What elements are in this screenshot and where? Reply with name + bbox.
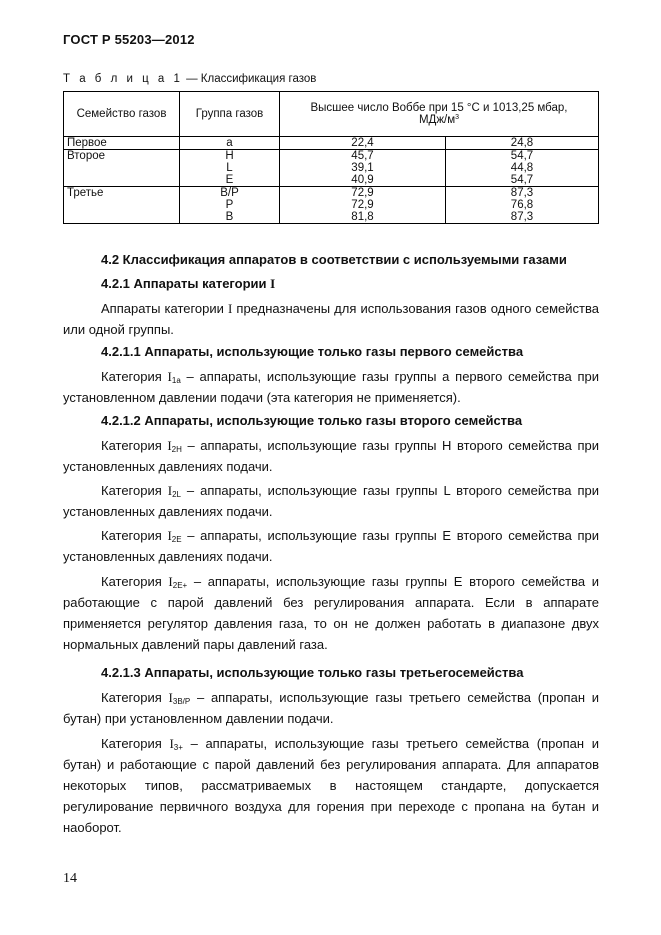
paragraph-category-i (63, 298, 599, 340)
wobbe-min-value: 72,9 (351, 199, 374, 211)
paragraph-category-i2e (63, 525, 599, 567)
group-value: L (226, 162, 233, 174)
category-subscript: 1a (171, 376, 181, 385)
table-caption (63, 73, 316, 85)
heading-4-2-1-3: 4.2.1.3 Аппараты, использующие только газы третьегосемейства (101, 665, 524, 680)
category-symbol: I (167, 369, 172, 384)
category-symbol: I (168, 574, 173, 589)
category-subscript: 2E (171, 535, 182, 544)
document-header: ГОСТ Р 55203—2012 (63, 32, 195, 47)
header-wobbe-line2: МДж/м (418, 114, 456, 126)
cell-family: Второе (64, 150, 180, 187)
wobbe-max-value: 76,8 (510, 199, 534, 211)
wobbe-max-value: 54,7 (510, 150, 534, 162)
cell-group (180, 150, 280, 187)
wobbe-max-value: 87,3 (510, 211, 534, 223)
para-text: Категория (101, 438, 168, 453)
gas-classification-table (63, 91, 599, 224)
category-subscript: 2H (171, 445, 182, 454)
table-row (64, 150, 599, 187)
wobbe-min-value: 72,9 (351, 187, 374, 199)
wobbe-min-value: 40,9 (351, 174, 374, 186)
cell-max (446, 187, 599, 224)
cell-min (280, 150, 446, 187)
category-subscript: 3B/P (172, 697, 191, 706)
para-text: – аппараты, использующие газы третьего семейства (пропан и бутан) и работающие с парой давлений без регулирования аппарата. Для аппаратов некоторых типов, рассматриваемых в настоящем стандарте, допускается регулирование первичного воздуха для горения при переходе с пропана на бутан и наоборот. (63, 736, 599, 835)
paragraph-category-i2h (63, 435, 599, 477)
para-text: Категория (101, 736, 170, 751)
cell-group (180, 137, 280, 150)
para-text: предназначены для использования газов одного семейства или одной группы. (63, 301, 599, 337)
para-text: – аппараты, использующие газы группы Е второго семейства и работающие с парой давлений без регулирования аппарата. Если в аппарате применяется регулятор давления газа, то он не должен работать в диапазоне двух нормальных давлений пары давлений газа. (63, 574, 599, 652)
wobbe-max-value: 24,8 (510, 137, 534, 149)
category-symbol: I (167, 438, 172, 453)
category-symbol: I (167, 483, 173, 498)
group-value: a (226, 137, 233, 149)
wobbe-max-value: 87,3 (510, 187, 534, 199)
category-symbol: I (167, 528, 172, 543)
wobbe-max-value: 54,7 (510, 174, 534, 186)
category-subscript: 2L (172, 490, 181, 499)
group-value: P (225, 199, 234, 211)
para-text: Аппараты категории (101, 301, 228, 316)
wobbe-min-value: 45,7 (351, 150, 374, 162)
table-caption-prefix: Т а б л и ц а 1 (63, 73, 183, 85)
group-value: E (225, 174, 234, 186)
para-text: – аппараты, использующие газы третьего семейства (пропан и бутан) при установленном давлении подачи. (63, 690, 600, 726)
cell-family: Первое (64, 137, 180, 150)
para-text: Категория (101, 483, 168, 498)
paragraph-category-i1a (63, 366, 599, 408)
wobbe-min-value: 22,4 (351, 137, 374, 149)
roman-numeral: I (228, 301, 233, 316)
cell-group (180, 187, 280, 224)
cell-min (280, 137, 446, 150)
category-symbol: I (168, 690, 173, 705)
cell-max (446, 137, 599, 150)
category-subscript: 2E+ (172, 581, 188, 590)
para-text: – аппараты, использующие газы группы Е второго семейства при установленных давлениях подачи. (63, 528, 600, 564)
para-text: Категория (101, 528, 168, 543)
para-text: – аппараты, использующие газы группы Н второго семейства при установленных давлениях подачи. (63, 438, 599, 474)
para-text: – аппараты, использующие газы группы L второго семейства при установленных давлениях подачи. (63, 483, 600, 519)
cell-min (280, 187, 446, 224)
cell-family: Третье (64, 187, 180, 224)
header-wobbe-exp: 3 (455, 114, 460, 121)
header-wobbe (280, 92, 599, 137)
heading-4-2-1-1: 4.2.1.1 Аппараты, использующие только газы первого семейства (101, 344, 524, 359)
wobbe-max-value: 44,8 (510, 162, 534, 174)
wobbe-min-value: 39,1 (351, 162, 374, 174)
paragraph-category-i3bp (63, 687, 599, 729)
group-value: B/P (220, 187, 239, 199)
table-row (64, 187, 599, 224)
group-value: H (225, 150, 234, 162)
header-wobbe-line1: Высшее число Воббе при 15 °С и 1013,25 мбар, (310, 102, 568, 114)
heading-4-2: 4.2 Классификация аппаратов в соответствии с используемыми газами (101, 252, 567, 267)
table-header-row (64, 92, 599, 137)
page-number: 14 (63, 871, 77, 886)
table-row (64, 137, 599, 150)
heading-4-2-1 (101, 273, 275, 294)
category-symbol: I (169, 736, 174, 751)
header-group: Группа газов (180, 92, 280, 137)
paragraph-category-i2l (63, 480, 599, 522)
group-value: B (225, 211, 234, 223)
heading-4-2-1-roman: I (270, 276, 276, 291)
para-text: Категория (101, 690, 169, 705)
para-text: – аппараты, использующие газы группы а первого семейства при установленном давлении подачи (эта категория не применяется). (63, 369, 599, 405)
paragraph-category-i2eplus (63, 571, 599, 655)
para-text: Категория (101, 574, 169, 589)
para-text: Категория (101, 369, 168, 384)
paragraph-category-i3plus (63, 733, 599, 838)
wobbe-min-value: 81,8 (351, 211, 374, 223)
category-subscript: 3+ (173, 743, 183, 752)
table-caption-text: — Классификация газов (182, 73, 317, 85)
heading-4-2-1-text: 4.2.1 Аппараты категории (101, 276, 271, 291)
cell-max (446, 150, 599, 187)
heading-4-2-1-2: 4.2.1.2 Аппараты, использующие только газы второго семейства (101, 413, 523, 428)
header-family: Семейство газов (64, 92, 180, 137)
